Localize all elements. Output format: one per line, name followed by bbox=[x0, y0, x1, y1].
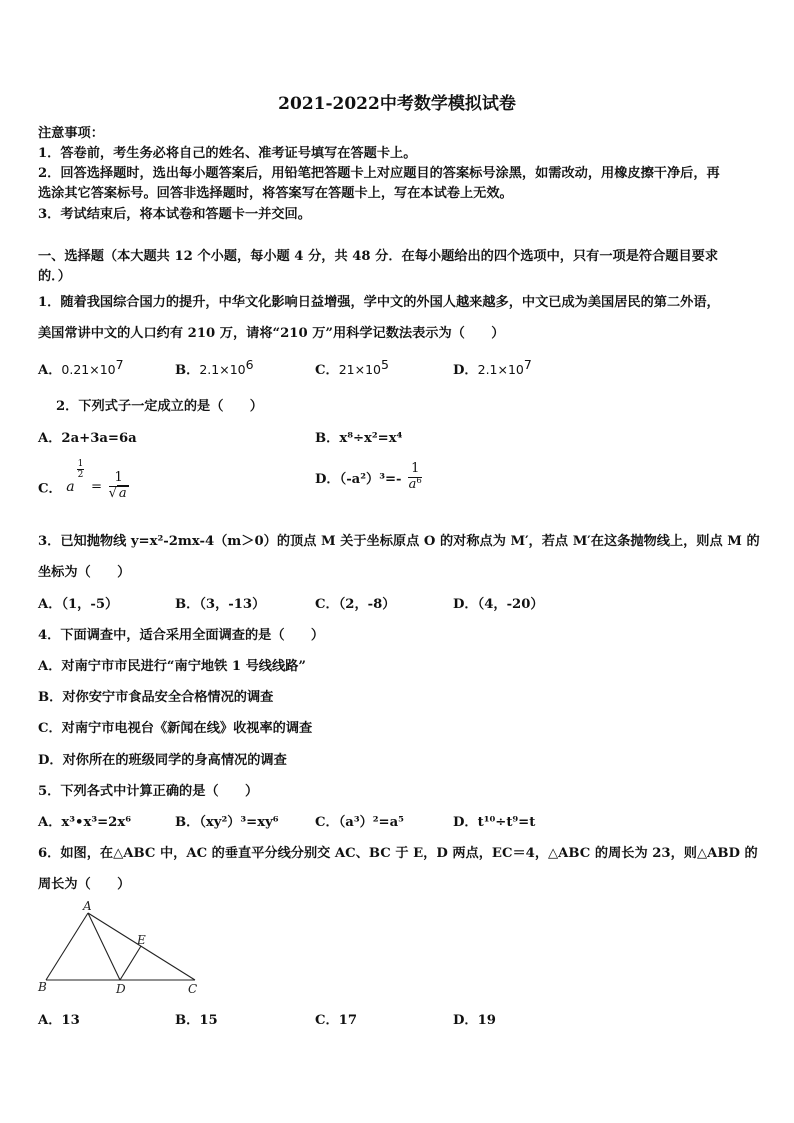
q6-stem: 6．如图，在△ABC 中，AC 的垂直平分线分别交 AC、BC 于 E，D 两点，EC＝4，△ABC 的周长为 23，则△ABD 的 bbox=[38, 846, 758, 861]
q6-option-b: B．15 bbox=[175, 1013, 218, 1028]
notice-item-2: 2．回答选择题时，选出每小题答案后，用铅笔把答题卡上对应题目的答案标号涂黑，如需改动，用橡皮擦干净后，再 bbox=[38, 166, 720, 181]
q2-option-c: C． a $\frac{1}{2}$ = $\frac{1}{√ a}$ bbox=[38, 459, 127, 502]
q3-stem-cont: 坐标为（ ） bbox=[38, 565, 131, 580]
q2-option-d: D．（-a²）³=- $\frac{1}{a^6}$ bbox=[315, 461, 422, 492]
q6-triangle-figure bbox=[30, 898, 210, 998]
q4-option-a: A．对南宁市市民进行“南宁地铁 1 号线线路” bbox=[38, 659, 306, 674]
q4-option-b: B．对你安宁市食品安全合格情况的调查 bbox=[38, 690, 274, 705]
q4-option-c: C．对南宁市电视台《新闻在线》收视率的调查 bbox=[38, 721, 313, 736]
label-d: D bbox=[116, 982, 126, 996]
notice-item-2-cont: 选涂其它答案标号。回答非选择题时，将答案写在答题卡上，写在本试卷上无效。 bbox=[38, 186, 513, 201]
q6-option-c: C．17 bbox=[315, 1013, 358, 1028]
q1-option-a: A．$0.21\times 10^7$ bbox=[38, 357, 124, 378]
exam-title: 2021-2022中考数学模拟试卷 bbox=[278, 94, 516, 114]
q1-stem-cont: 美国常讲中文的人口约有 210 万，请将“210 万”用科学记数法表示为（ ） bbox=[38, 326, 505, 341]
segment-de bbox=[120, 946, 141, 980]
q4-stem: 4．下面调查中，适合采用全面调查的是（ ） bbox=[38, 628, 325, 643]
q5-stem: 5．下列各式中计算正确的是（ ） bbox=[38, 784, 259, 799]
section-header: 一、选择题（本大题共 12 个小题，每小题 4 分，共 48 分．在每小题给出的四个选项中，只有一项是符合题目要求 bbox=[38, 249, 719, 264]
q6-option-a: A．13 bbox=[38, 1013, 80, 1028]
segment-ab bbox=[46, 913, 88, 980]
section-header-cont: 的．） bbox=[38, 269, 71, 284]
q5-option-d: D．t¹⁰÷t⁹=t bbox=[453, 815, 536, 830]
q5-option-c: C．（a³）²=a⁵ bbox=[315, 815, 404, 830]
q1-option-c: C．$21\times 10^5$ bbox=[315, 357, 389, 378]
q5-option-b: B．（xy²）³=xy⁶ bbox=[175, 815, 279, 830]
label-c: C bbox=[188, 982, 198, 996]
q1-option-d: D．$2.1\times 10^7$ bbox=[453, 357, 532, 378]
q2-option-a: A．2a+3a=6a bbox=[38, 431, 137, 446]
q3-option-d: D．（4，-20） bbox=[453, 597, 544, 612]
q1-option-b: B．$2.1\times 10^6$ bbox=[175, 357, 254, 378]
label-b: B bbox=[38, 980, 47, 994]
q2-option-b: B．x⁸÷x²=x⁴ bbox=[315, 431, 403, 446]
q4-option-d: D．对你所在的班级同学的身高情况的调查 bbox=[38, 753, 287, 768]
q6-option-d: D．19 bbox=[453, 1013, 496, 1028]
notice-item-3: 3．考试结束后，将本试卷和答题卡一并交回。 bbox=[38, 207, 311, 222]
notice-heading: 注意事项： bbox=[38, 126, 104, 141]
label-a: A bbox=[83, 899, 92, 913]
notice-item-1: 1．答卷前，考生务必将自己的姓名、准考证号填写在答题卡上。 bbox=[38, 146, 417, 161]
q5-option-a: A．x³•x³=2x⁶ bbox=[38, 815, 131, 830]
q6-stem-cont: 周长为（ ） bbox=[38, 877, 131, 892]
q1-stem: 1．随着我国综合国力的提升，中华文化影响日益增强，学中文的外国人越来越多，中文已成为美国居民的第二外语， bbox=[38, 295, 720, 310]
q3-option-a: A．（1，-5） bbox=[38, 597, 119, 612]
label-e: E bbox=[137, 933, 146, 947]
q3-stem: 3．已知抛物线 y=x²-2mx-4（m＞0）的顶点 M 关于坐标原点 O 的对称点为 M′，若点 M′在这条抛物线上，则点 M 的 bbox=[38, 534, 760, 549]
q2-stem: 2．下列式子一定成立的是（ ） bbox=[56, 399, 263, 414]
q3-option-b: B．（3，-13） bbox=[175, 597, 266, 612]
q3-option-c: C．（2，-8） bbox=[315, 597, 396, 612]
